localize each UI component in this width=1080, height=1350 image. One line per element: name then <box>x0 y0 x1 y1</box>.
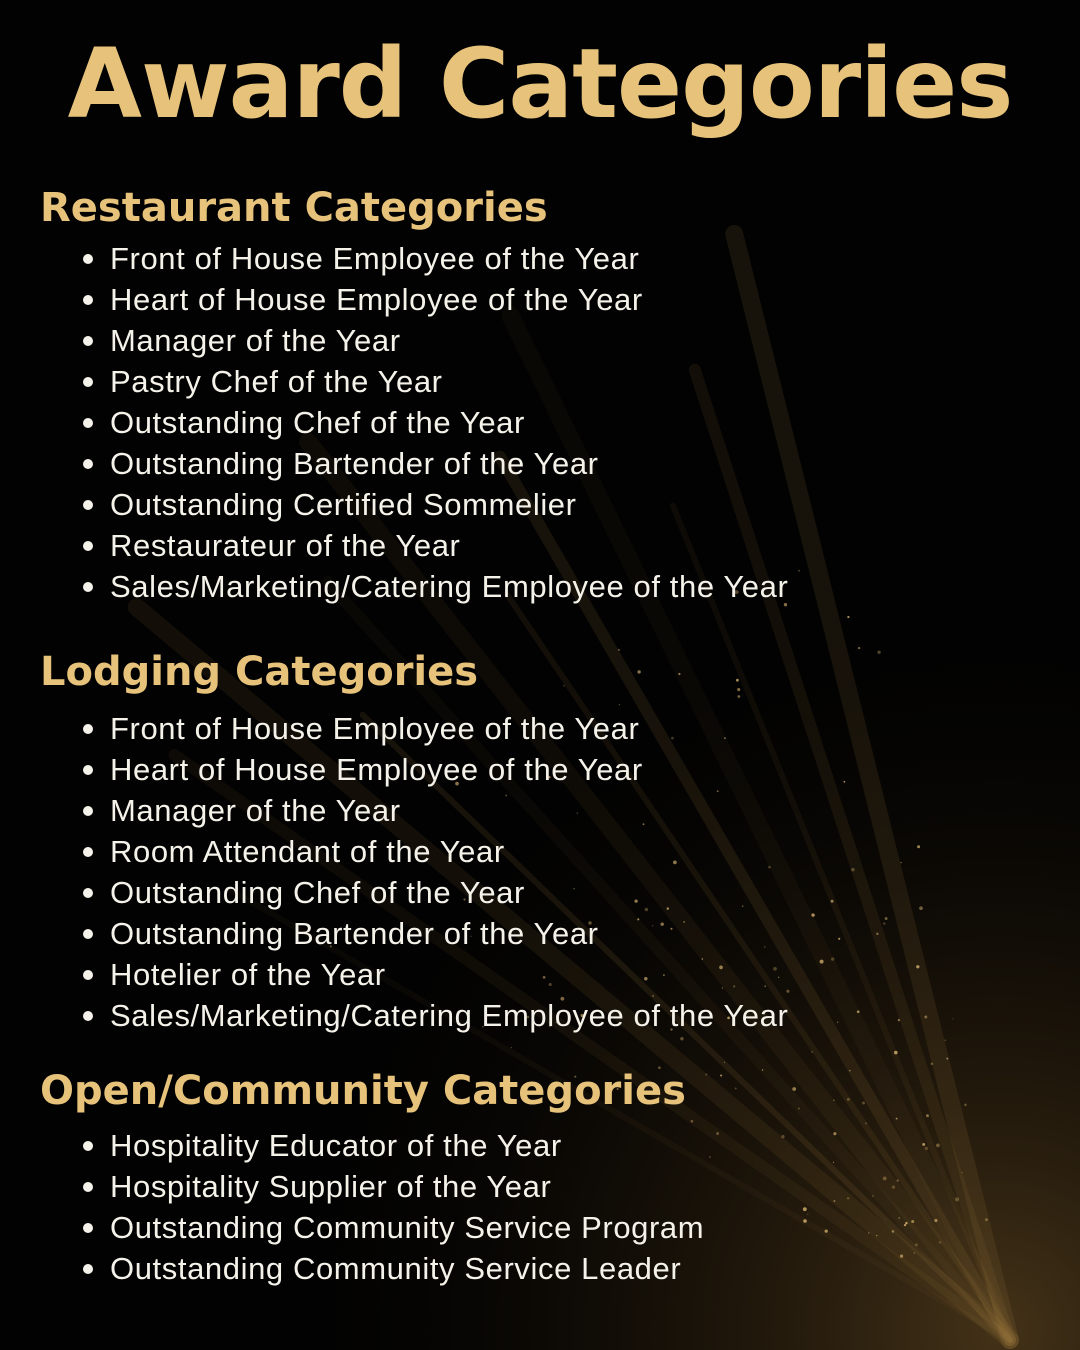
bullet-icon <box>83 336 93 346</box>
list-item: Outstanding Certified Sommelier <box>80 484 788 525</box>
page-title: Award Categories <box>67 28 1013 140</box>
bullet-icon <box>83 418 93 428</box>
bullet-icon <box>83 724 93 734</box>
list-item: Outstanding Community Service Program <box>80 1207 704 1248</box>
bullet-icon <box>83 847 93 857</box>
list-item: Front of House Employee of the Year <box>80 238 788 279</box>
list-item: Pastry Chef of the Year <box>80 361 788 402</box>
list-item: Outstanding Bartender of the Year <box>80 443 788 484</box>
bullet-icon <box>83 929 93 939</box>
restaurant-categories-list <box>80 238 788 607</box>
bullet-icon <box>83 1141 93 1151</box>
bullet-icon <box>83 970 93 980</box>
restaurant-categories-heading: Restaurant Categories <box>40 185 548 231</box>
list-item: Outstanding Bartender of the Year <box>80 913 788 954</box>
list-item: Outstanding Chef of the Year <box>80 402 788 443</box>
lodging-categories-heading: Lodging Categories <box>40 649 479 695</box>
list-item: Sales/Marketing/Catering Employee of the Year <box>80 566 788 607</box>
list-item: Front of House Employee of the Year <box>80 708 788 749</box>
list-item: Room Attendant of the Year <box>80 831 788 872</box>
list-item: Hospitality Supplier of the Year <box>80 1166 704 1207</box>
bullet-icon <box>83 500 93 510</box>
list-item: Heart of House Employee of the Year <box>80 279 788 320</box>
bullet-icon <box>83 541 93 551</box>
open-community-categories-heading: Open/Community Categories <box>40 1068 686 1114</box>
bullet-icon <box>83 888 93 898</box>
list-item: Hospitality Educator of the Year <box>80 1125 704 1166</box>
list-item: Outstanding Community Service Leader <box>80 1248 704 1289</box>
bullet-icon <box>83 295 93 305</box>
bullet-icon <box>83 254 93 264</box>
list-item: Heart of House Employee of the Year <box>80 749 788 790</box>
bullet-icon <box>83 582 93 592</box>
bullet-icon <box>83 1264 93 1274</box>
list-item: Manager of the Year <box>80 790 788 831</box>
bullet-icon <box>83 459 93 469</box>
open-community-categories-list <box>80 1125 704 1289</box>
bullet-icon <box>83 765 93 775</box>
lodging-categories-list <box>80 708 788 1036</box>
bullet-icon <box>83 806 93 816</box>
bullet-icon <box>83 377 93 387</box>
list-item: Manager of the Year <box>80 320 788 361</box>
list-item: Restaurateur of the Year <box>80 525 788 566</box>
bullet-icon <box>83 1223 93 1233</box>
bullet-icon <box>83 1011 93 1021</box>
bullet-icon <box>83 1182 93 1192</box>
list-item: Sales/Marketing/Catering Employee of the Year <box>80 995 788 1036</box>
list-item: Hotelier of the Year <box>80 954 788 995</box>
list-item: Outstanding Chef of the Year <box>80 872 788 913</box>
